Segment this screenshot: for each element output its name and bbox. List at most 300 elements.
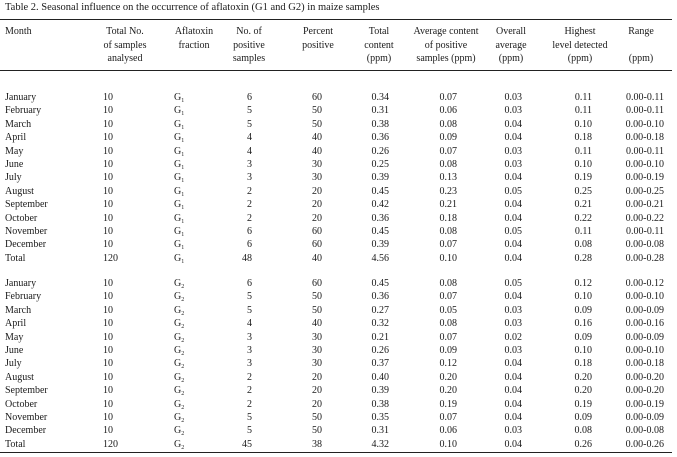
cell-overall-average: 0.03 (504, 105, 522, 117)
table-row (0, 118, 672, 131)
fraction-letter: G (174, 331, 182, 343)
cell-total-content: 0.39 (371, 172, 389, 184)
cell-percent-positive: 20 (312, 212, 322, 224)
fraction-subscript: 2 (181, 431, 185, 438)
cell-month: June (5, 159, 24, 170)
cell-percent-positive: 38 (312, 438, 322, 450)
cell-total-samples: 10 (103, 385, 113, 397)
cell-total-content: 0.36 (371, 212, 389, 224)
fraction-letter: G (174, 385, 182, 397)
cell-positive-samples: 5 (247, 304, 252, 316)
cell-range: 0.00-0.10 (625, 345, 664, 356)
cell-range: 0.00-0.18 (625, 358, 664, 370)
cell-positive-samples: 3 (247, 358, 252, 370)
table-row (0, 185, 672, 198)
cell-total-samples: 10 (103, 345, 113, 356)
header-fraction: Aflatoxin fraction (174, 26, 214, 51)
fraction-letter: G (174, 185, 182, 197)
cell-overall-average: 0.04 (504, 291, 522, 303)
cell-overall-average: 0.05 (504, 185, 522, 197)
cell-total-content: 0.35 (371, 412, 389, 423)
fraction-subscript: 2 (181, 444, 185, 451)
cell-total-samples: 10 (103, 398, 113, 410)
cell-average-content: 0.09 (439, 345, 457, 356)
cell-month: September (5, 199, 48, 211)
cell-positive-samples: 2 (247, 199, 252, 211)
table-row (0, 398, 672, 411)
header-average-content: Average content of positive samples (ppm) (413, 26, 479, 64)
cell-percent-positive: 30 (312, 172, 322, 184)
cell-total-content: 0.31 (371, 425, 389, 437)
cell-fraction (174, 252, 184, 265)
cell-total-content: 0.45 (371, 278, 389, 289)
fraction-subscript: 1 (181, 165, 185, 171)
cell-percent-positive: 30 (312, 358, 322, 370)
cell-total-content: 0.39 (371, 239, 389, 251)
cell-average-content: 0.07 (439, 239, 457, 251)
cell-overall-average: 0.02 (504, 331, 522, 343)
cell-fraction (174, 277, 184, 290)
table-row (0, 304, 672, 317)
cell-percent-positive: 50 (312, 412, 322, 423)
table-caption: Table 2. Seasonal influence on the occurrence of aflatoxin (G1 and G2) in maize samples (5, 2, 380, 13)
table-row (0, 371, 672, 384)
cell-month: February (5, 291, 42, 303)
fraction-subscript: 1 (181, 245, 185, 252)
cell-total-samples: 10 (103, 358, 113, 370)
cell-range: 0.00-0.10 (625, 291, 664, 303)
bottom-rule (0, 452, 672, 453)
cell-total-samples: 10 (103, 199, 113, 211)
cell-total-samples: 10 (103, 331, 113, 343)
cell-fraction (174, 212, 184, 225)
table-row (0, 198, 672, 211)
cell-overall-average: 0.04 (504, 358, 522, 370)
cell-total-content: 0.32 (371, 318, 389, 330)
cell-percent-positive: 60 (312, 239, 322, 251)
fraction-subscript: 1 (181, 205, 185, 212)
cell-total-samples: 10 (103, 318, 113, 330)
cell-range: 0.00-0.11 (626, 226, 664, 237)
cell-month: July (5, 358, 22, 370)
table-row (0, 131, 672, 144)
cell-percent-positive: 40 (312, 145, 322, 157)
cell-month: April (5, 318, 27, 330)
cell-highest-level: 0.21 (574, 199, 592, 211)
header-rule (0, 70, 672, 71)
cell-positive-samples: 45 (242, 438, 252, 450)
cell-month: April (5, 132, 27, 144)
header-percent-positive: Percent positive (302, 26, 334, 51)
table-row (0, 171, 672, 184)
cell-positive-samples: 2 (247, 385, 252, 397)
cell-percent-positive: 40 (312, 252, 322, 264)
fraction-letter: G (174, 159, 182, 170)
table-row (0, 225, 672, 238)
table-row (0, 438, 672, 451)
cell-total-samples: 120 (103, 252, 118, 264)
cell-highest-level: 0.16 (574, 318, 592, 330)
fraction-subscript: 1 (181, 124, 185, 131)
fraction-letter: G (174, 132, 182, 144)
cell-positive-samples: 4 (247, 145, 252, 157)
cell-month: June (5, 345, 24, 356)
cell-range: 0.00-0.11 (626, 92, 664, 103)
cell-total-samples: 10 (103, 212, 113, 224)
cell-fraction (174, 158, 184, 171)
fraction-subscript: 2 (181, 284, 185, 290)
cell-overall-average: 0.04 (504, 118, 522, 130)
cell-fraction (174, 131, 184, 144)
fraction-subscript: 1 (181, 111, 185, 118)
cell-overall-average: 0.04 (504, 212, 522, 224)
cell-total-content: 0.34 (371, 92, 389, 103)
cell-total-samples: 10 (103, 132, 113, 144)
cell-fraction (174, 145, 184, 158)
cell-highest-level: 0.26 (574, 438, 592, 450)
table-row (0, 104, 672, 117)
table-row (0, 424, 672, 437)
cell-positive-samples: 4 (247, 132, 252, 144)
cell-average-content: 0.07 (439, 92, 457, 103)
cell-positive-samples: 2 (247, 371, 252, 383)
cell-month: December (5, 425, 47, 437)
cell-positive-samples: 2 (247, 398, 252, 410)
cell-overall-average: 0.04 (504, 239, 522, 251)
fraction-letter: G (174, 239, 182, 251)
cell-highest-level: 0.11 (574, 105, 592, 117)
header-highest-level: Highest level detected (ppm) (552, 26, 608, 64)
table-row (0, 145, 672, 158)
cell-month: December (5, 239, 47, 251)
cell-highest-level: 0.22 (574, 212, 592, 224)
cell-total-samples: 10 (103, 172, 113, 184)
cell-positive-samples: 3 (247, 345, 252, 356)
cell-range: 0.00-0.19 (625, 398, 664, 410)
fraction-subscript: 1 (181, 232, 185, 238)
cell-fraction (174, 357, 184, 370)
cell-range: 0.00-0.10 (625, 118, 664, 130)
cell-overall-average: 0.03 (504, 345, 522, 356)
cell-average-content: 0.13 (439, 172, 457, 184)
fraction-subscript: 2 (181, 297, 185, 304)
fraction-letter: G (174, 371, 182, 383)
cell-overall-average: 0.03 (504, 425, 522, 437)
cell-overall-average: 0.05 (504, 226, 522, 237)
cell-percent-positive: 50 (312, 105, 322, 117)
cell-average-content: 0.10 (439, 252, 457, 264)
cell-average-content: 0.08 (439, 159, 457, 170)
cell-total-samples: 10 (103, 185, 113, 197)
cell-highest-level: 0.10 (574, 291, 592, 303)
cell-average-content: 0.06 (439, 105, 457, 117)
cell-highest-level: 0.09 (574, 304, 592, 316)
cell-positive-samples: 48 (242, 252, 252, 264)
fraction-subscript: 2 (181, 404, 185, 411)
cell-percent-positive: 20 (312, 199, 322, 211)
cell-average-content: 0.18 (439, 212, 457, 224)
cell-positive-samples: 2 (247, 185, 252, 197)
cell-total-content: 0.27 (371, 304, 389, 316)
cell-positive-samples: 6 (247, 278, 252, 289)
cell-fraction (174, 317, 184, 330)
cell-month: May (5, 145, 24, 157)
cell-total-content: 0.21 (371, 331, 389, 343)
fraction-letter: G (174, 278, 182, 289)
cell-positive-samples: 5 (247, 118, 252, 130)
cell-total-samples: 10 (103, 425, 113, 437)
cell-total-content: 0.40 (371, 371, 389, 383)
fraction-letter: G (174, 172, 182, 184)
cell-percent-positive: 60 (312, 92, 322, 103)
cell-total-samples: 10 (103, 412, 113, 423)
cell-highest-level: 0.18 (574, 132, 592, 144)
cell-overall-average: 0.04 (504, 385, 522, 397)
cell-average-content: 0.05 (439, 304, 457, 316)
cell-average-content: 0.07 (439, 145, 457, 157)
cell-range: 0.00-0.09 (625, 331, 664, 343)
cell-overall-average: 0.04 (504, 199, 522, 211)
cell-total-content: 0.38 (371, 398, 389, 410)
cell-positive-samples: 5 (247, 412, 252, 423)
cell-percent-positive: 30 (312, 345, 322, 356)
cell-average-content: 0.20 (439, 371, 457, 383)
cell-range: 0.00-0.09 (625, 412, 664, 423)
cell-average-content: 0.07 (439, 331, 457, 343)
cell-highest-level: 0.19 (574, 398, 592, 410)
cell-fraction (174, 104, 184, 117)
fraction-letter: G (174, 92, 182, 103)
cell-month: March (5, 118, 32, 130)
cell-total-samples: 10 (103, 92, 113, 103)
cell-percent-positive: 60 (312, 226, 322, 237)
fraction-subscript: 2 (181, 364, 185, 371)
header-total-content: Total content (ppm) (364, 26, 394, 64)
fraction-letter: G (174, 438, 182, 450)
cell-total-samples: 10 (103, 226, 113, 237)
cell-highest-level: 0.19 (574, 172, 592, 184)
header-month: Month (5, 26, 32, 37)
cell-percent-positive: 60 (312, 278, 322, 289)
cell-average-content: 0.19 (439, 398, 457, 410)
table-row (0, 212, 672, 225)
fraction-letter: G (174, 145, 182, 157)
cell-total-samples: 10 (103, 145, 113, 157)
cell-month: November (5, 412, 48, 423)
cell-month: July (5, 172, 22, 184)
cell-range: 0.00-0.22 (625, 212, 664, 224)
fraction-letter: G (174, 199, 182, 211)
fraction-subscript: 1 (181, 258, 185, 265)
table-row (0, 411, 672, 424)
cell-positive-samples: 3 (247, 172, 252, 184)
cell-overall-average: 0.04 (504, 412, 522, 423)
cell-highest-level: 0.10 (574, 118, 592, 130)
cell-highest-level: 0.20 (574, 371, 592, 383)
cell-overall-average: 0.04 (504, 172, 522, 184)
fraction-subscript: 1 (181, 151, 185, 158)
fraction-letter: G (174, 291, 182, 303)
fraction-letter: G (174, 252, 182, 264)
table-row (0, 344, 672, 357)
cell-average-content: 0.07 (439, 291, 457, 303)
cell-month: March (5, 304, 32, 316)
fraction-letter: G (174, 425, 182, 437)
cell-fraction (174, 371, 184, 384)
cell-fraction (174, 238, 184, 251)
cell-percent-positive: 50 (312, 118, 322, 130)
cell-highest-level: 0.20 (574, 385, 592, 397)
cell-positive-samples: 3 (247, 331, 252, 343)
fraction-subscript: 1 (181, 218, 185, 225)
cell-positive-samples: 2 (247, 212, 252, 224)
cell-highest-level: 0.18 (574, 358, 592, 370)
cell-range: 0.00-0.11 (626, 145, 664, 157)
cell-highest-level: 0.08 (574, 425, 592, 437)
cell-total-content: 0.45 (371, 185, 389, 197)
cell-overall-average: 0.04 (504, 132, 522, 144)
cell-fraction (174, 185, 184, 198)
fraction-letter: G (174, 358, 182, 370)
cell-fraction (174, 411, 184, 424)
fraction-letter: G (174, 118, 182, 130)
fraction-subscript: 2 (181, 324, 185, 331)
table-row (0, 357, 672, 370)
cell-total-samples: 10 (103, 239, 113, 251)
table-row (0, 158, 672, 171)
cell-range: 0.00-0.12 (625, 278, 664, 289)
cell-highest-level: 0.11 (574, 92, 592, 103)
table-row (0, 384, 672, 397)
cell-range: 0.00-0.08 (625, 425, 664, 437)
cell-overall-average: 0.04 (504, 252, 522, 264)
fraction-subscript: 2 (181, 310, 185, 317)
cell-fraction (174, 304, 184, 317)
cell-average-content: 0.20 (439, 385, 457, 397)
cell-range: 0.00-0.11 (626, 105, 664, 117)
cell-range: 0.00-0.08 (625, 239, 664, 251)
cell-average-content: 0.23 (439, 185, 457, 197)
cell-percent-positive: 30 (312, 159, 322, 170)
cell-positive-samples: 6 (247, 226, 252, 237)
fraction-letter: G (174, 345, 182, 356)
cell-average-content: 0.09 (439, 132, 457, 144)
cell-fraction (174, 398, 184, 411)
cell-fraction (174, 198, 184, 211)
cell-fraction (174, 438, 184, 451)
header-range: Range (ppm) (628, 26, 654, 64)
cell-total-content: 0.45 (371, 226, 389, 237)
fraction-letter: G (174, 304, 182, 316)
cell-average-content: 0.06 (439, 425, 457, 437)
cell-range: 0.00-0.25 (625, 185, 664, 197)
cell-highest-level: 0.11 (574, 145, 592, 157)
cell-total-content: 4.32 (371, 438, 389, 450)
cell-percent-positive: 50 (312, 425, 322, 437)
cell-total-content: 0.36 (371, 291, 389, 303)
header-positive-samples: No. of positive samples (232, 26, 266, 64)
cell-fraction (174, 424, 184, 437)
fraction-letter: G (174, 226, 182, 237)
cell-month: Total (5, 438, 26, 450)
fraction-subscript: 2 (181, 351, 185, 357)
cell-range: 0.00-0.16 (625, 318, 664, 330)
cell-total-content: 0.36 (371, 132, 389, 144)
cell-average-content: 0.08 (439, 318, 457, 330)
fraction-subscript: 1 (181, 191, 185, 198)
cell-total-content: 0.38 (371, 118, 389, 130)
cell-total-content: 0.42 (371, 199, 389, 211)
cell-range: 0.00-0.19 (625, 172, 664, 184)
cell-highest-level: 0.12 (574, 278, 592, 289)
cell-fraction (174, 118, 184, 131)
cell-percent-positive: 20 (312, 185, 322, 197)
cell-total-samples: 10 (103, 105, 113, 117)
cell-fraction (174, 225, 184, 238)
cell-overall-average: 0.05 (504, 278, 522, 289)
cell-overall-average: 0.04 (504, 438, 522, 450)
cell-positive-samples: 6 (247, 239, 252, 251)
cell-overall-average: 0.03 (504, 304, 522, 316)
cell-total-content: 0.39 (371, 385, 389, 397)
cell-highest-level: 0.10 (574, 159, 592, 170)
cell-average-content: 0.08 (439, 278, 457, 289)
cell-overall-average: 0.03 (504, 145, 522, 157)
cell-percent-positive: 40 (312, 132, 322, 144)
cell-fraction (174, 384, 184, 397)
fraction-subscript: 1 (181, 98, 185, 104)
cell-month: August (5, 371, 34, 383)
fraction-subscript: 1 (181, 138, 185, 145)
fraction-subscript: 2 (181, 418, 185, 424)
cell-highest-level: 0.10 (574, 345, 592, 356)
cell-highest-level: 0.08 (574, 239, 592, 251)
cell-percent-positive: 40 (312, 318, 322, 330)
cell-highest-level: 0.09 (574, 412, 592, 423)
cell-average-content: 0.08 (439, 118, 457, 130)
cell-month: August (5, 185, 34, 197)
cell-positive-samples: 6 (247, 92, 252, 103)
cell-month: September (5, 385, 48, 397)
cell-overall-average: 0.03 (504, 318, 522, 330)
cell-total-samples: 10 (103, 159, 113, 170)
cell-total-samples: 10 (103, 304, 113, 316)
fraction-letter: G (174, 398, 182, 410)
cell-total-samples: 10 (103, 371, 113, 383)
cell-percent-positive: 20 (312, 385, 322, 397)
cell-overall-average: 0.03 (504, 92, 522, 103)
cell-percent-positive: 50 (312, 291, 322, 303)
cell-positive-samples: 5 (247, 425, 252, 437)
fraction-letter: G (174, 318, 182, 330)
fraction-letter: G (174, 412, 182, 423)
header-overall-average: Overall average (ppm) (495, 26, 527, 64)
table-row (0, 252, 672, 265)
cell-percent-positive: 50 (312, 304, 322, 316)
header-total-samples: Total No. of samples analysed (103, 26, 147, 64)
fraction-subscript: 2 (181, 377, 185, 384)
cell-fraction (174, 91, 184, 104)
cell-range: 0.00-0.28 (625, 252, 664, 264)
cell-fraction (174, 331, 184, 344)
cell-positive-samples: 5 (247, 105, 252, 117)
cell-month: November (5, 226, 48, 237)
cell-highest-level: 0.09 (574, 331, 592, 343)
cell-highest-level: 0.28 (574, 252, 592, 264)
fraction-letter: G (174, 105, 182, 117)
cell-range: 0.00-0.21 (625, 199, 664, 211)
fraction-subscript: 2 (181, 337, 185, 344)
